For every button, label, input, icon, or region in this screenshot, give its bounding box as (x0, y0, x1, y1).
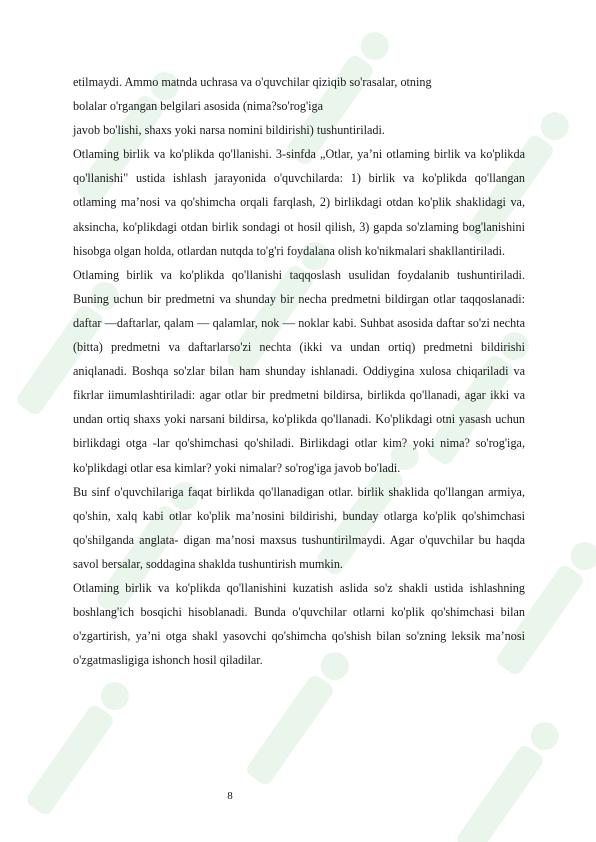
paragraph-3: javob bo'lishi, shaxs yoki narsa nomini bildirishi) tushuntiriladi. (73, 123, 385, 138)
paragraph-4: Otlaming birlik va ko'plikda qo'llanishi. 3-sinfda „Otlar, ya’ni otlaming birlik va ko'plikda qo'llanishi" ustida ishlash jarayonida o'quvchilarda: 1) birlik va ko'plikda qo'llangan otlaming ma’nosi va qo'shimcha orqali farqlash, 2) birlikdagi otdan ko'plik shaklidagi va, aksincha, ko'plikdagi otdan birlik sondagi ot hosil qilish, 3) gapda so'zlaming bog'lanishini hisobga olgan holda, otlardan nutqda to'g'ri foydalana olish ko'nikmalari shakllantiriladi. (73, 147, 525, 258)
paragraph-1: etilmaydi. Ammo matnda uchrasa va o'quvchilar qiziqib so'rasalar, otning (73, 75, 432, 89)
paragraph-7: Otlaming birlik va ko'plikda qo'llanishini kuzatish aslida so'z shakli ustida ishlashning boshlang'ich bosqichi hisoblanadi. Bunda o'quvchilar otlarni ko'plik qo'shimchasi bilan o'zgartirish, ya’ni otga shakl yasovchi qo'shimcha qo'shish bilan so'zning leksik ma’nosi o'zgatmasligiga ishonch hosil qiladilar. (73, 580, 525, 668)
paragraph-6: Bu sinf o'quvchilariga faqat birlikda qo'llanadigan otlar. birlik shaklida qo'llangan armiya, qo'shin, xalq kabi otlar ko'plik ma’nosini bildirishi, bunday otlarga ko'plik qo'shimchasi qo'shilganda anglata- digan ma’nosi maxsus tushuntirilmaydi. Agar o'quvchilar bu haqda savol bersalar, soddagina shaklda tushuntirish mumkin. (73, 484, 525, 571)
paragraph-5: Otlaming birlik va ko'plikda qo'llanishi taqqoslash usulidan foydalanib tushuntiriladi. Buning uchun bir predmetni va shunday bir necha predmetni bildirgan otlar taqqoslanadi: daftar —daftarlar, qalam — qalamlar, nok — noklar kabi. Suhbat asosida daftar so'zi nechta (bitta) predmetni va daftarlarso'zi nechta (ikki va undan ortiq) predmetni bildirishi aniqlanadi. Boshqa so'zlar bilan ham shunday ishlanadi. Oddiygina xulosa chiqariladi va fikrlar iimumlashtiriladi: agar otlar bir predmetni bildirsa, birlikda qo'llanadi, agar ikki va undan ortiq shaxs yoki narsani bildirsa, ko'plikda qo'llanadi. Ko'plikdagi otni yasash uchun birlikdagi otga -lar qo'shimchasi qo'shiladi. Birlikdagi otlar kim? yoki nima? so'rog'iga, ko'plikdagi otlar esa kimlar? yoki nimalar? so'rog'iga javob bo'ladi. (73, 267, 525, 475)
paragraph-2: bolalar o'rgangan belgilari asosida (nima?so'rog'iga (73, 99, 324, 114)
watermark-mark (24, 677, 134, 818)
watermark-mark (454, 717, 564, 842)
page-number: 8 (227, 790, 233, 802)
document-page (73, 70, 525, 672)
